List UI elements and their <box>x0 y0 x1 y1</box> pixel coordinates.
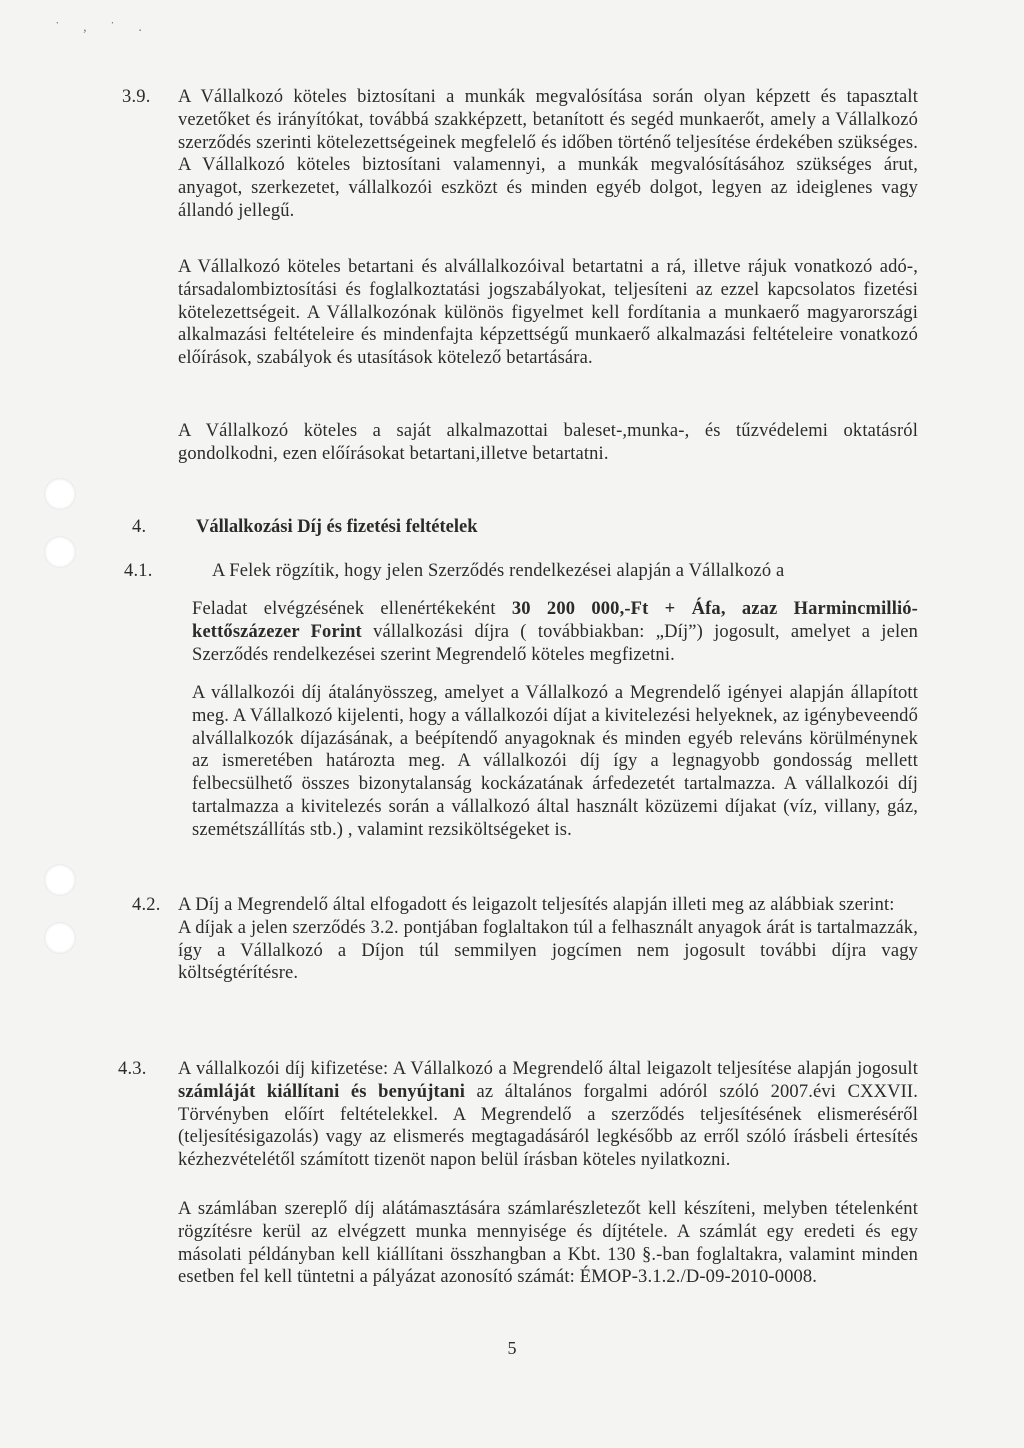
scan-specks: ˙ , ˙ . <box>55 20 152 35</box>
paragraph <box>178 1058 918 1172</box>
paragraph-text: A Felek rögzítik, hogy jelen Szerződés rendelkezései alapján a Vállalkozó a <box>212 561 785 581</box>
paragraph-text: A Vállalkozó köteles biztosítani a munkák megvalósítása során olyan képzett és tapasztalt vezetőket és irányítókat, továbbá szakképzett, betanított és segéd munkaerőt, amely a Vállalkozó szerződés szerinti kötelezettségeinek megfelelő és időben történő teljesítése érdekében szükséges. A Vállalkozó köteles biztosítani valamennyi, a munkák megvalósításához szükséges árut, anyagot, szerkezetet, vállalkozói eszközt és minden egyéb dolgot, legyen az ideiglenes vagy állandó jellegű. <box>178 87 918 221</box>
section-4-1-paragraph-1 <box>192 598 918 666</box>
section-4-1-line-1 <box>212 560 912 583</box>
section-3-9-paragraph-2 <box>178 256 918 370</box>
paragraph-text: az általános forgalmi adóról szóló 2007.évi CXXVII. Törvényben előírt feltételekkel. A Megrendelő a szerződés teljesítésének elismeréséről (teljesítésigazolás) vagy az elismerés megtagadásáról legkésőbb az erről szóló írásbeli értesítés kézhezvételétől számított tizenöt napon belül írásban köteles nyilatkozni. <box>178 1081 919 1171</box>
punch-hole <box>44 536 76 568</box>
section-number: 4.3. <box>118 1059 147 1079</box>
paragraph-text: A vállalkozói díj átalányösszeg, amelyet a Vállalkozó a Megrendelő igényei alapján állapított meg. A Vállalkozó kijelenti, hogy a vállalkozói díjat a kivitelezési helyeknek, az igénybeveendő alvállalkozók díjazásának, a beépítendő anyagoknak és minden egyéb releváns körülménynek az ismeretében határozta meg. A vállalkozói díj így a legnagyobb gondosság mellett felbecsülhető összes bizonytalanság kockázatának árfedezetét tartalmazza. A vállalkozói díj tartalmazza a kivitelezés során a vállalkozó által használt közüzemi díjakat (víz, villany, gáz, szemétszállítás stb.) , valamint rezsiköltségeket is. <box>192 683 918 840</box>
section-3-9-paragraph-1 <box>178 86 918 223</box>
section-number: 3.9. <box>122 87 151 107</box>
section-4-1-paragraph-2 <box>192 682 918 842</box>
punch-hole <box>44 922 76 954</box>
paragraph-text: vállalkozási díjra ( továbbiakban: „Díj”) jogosult, amelyet a jelen Szerződés rendelkezései szerint Megrendelő köteles megfizetni. <box>192 621 918 665</box>
page-number: 5 <box>507 1338 517 1358</box>
section-number: 4.2. <box>132 895 161 915</box>
section-heading: Vállalkozási Díj és fizetési feltételek <box>196 517 478 537</box>
section-number: 4. <box>132 517 147 537</box>
paragraph-text: Feladat elvégzésének ellenértékeként <box>192 599 512 619</box>
paragraph-text: A Vállalkozó köteles a saját alkalmazottai baleset-,munka-, és tűzvédelemi oktatásról gondolkodni, ezen előírásokat betartani,illetve betartatni. <box>178 421 918 464</box>
section-number: 4.1. <box>124 561 153 581</box>
punch-hole <box>44 864 76 896</box>
section-3-9-paragraph-3 <box>178 420 918 466</box>
punch-hole <box>44 478 76 510</box>
paragraph <box>192 598 918 666</box>
section-4-3-paragraph-1 <box>178 1058 918 1172</box>
paragraph-text: A vállalkozói díj kifizetése: A Vállalkozó a Megrendelő által leigazolt teljesítése alapján jogosult <box>178 1059 918 1079</box>
bold-phrase: számláját kiállítani és benyújtani <box>178 1081 465 1102</box>
fee-amount: 30 200 000,-Ft + Áfa, azaz Harmincmillió-kettőszázezer Forint <box>192 599 918 642</box>
paragraph-text: A számlában szereplő díj alátámasztására számlarészletezőt kell készíteni, melyben tételenként rögzítésre kerül az elvégzett munka mennyisége és díjtétele. A számlát egy eredeti és egy másolati példányban kell kiállítani összhangban a Kbt. 130 §.-ban foglaltakra, valamint minden esetben fel kell tüntetni a pályázat azonosító számát: ÉMOP-3.1.2./D-09-2010-0008. <box>178 1199 918 1288</box>
paragraph-text: A Vállalkozó köteles betartani és alvállalkozóival betartatni a rá, illetve rájuk vonatkozó adó-, társadalombiztosítási és foglalkoztatási jogszabályokat, teljesíteni az ezzel kapcsolatos fizetési kötelezettségeit. A Vállalkozónak különös figyelmet kell fordítania a munkaerő magyarországi alkalmazási feltételeire és mindenfajta képzettségű munkaerő alkalmazási feltételeire vonatkozó előírások, szabályok és utasítások kötelező betartására. <box>178 257 918 369</box>
paragraph-text: A Díj a Megrendelő által elfogadott és leigazolt teljesítés alapján illeti meg az alábbiak szerint: <box>178 895 895 915</box>
paragraph-text: A díjak a jelen szerződés 3.2. pontjában foglaltakon túl a felhasznált anyagok árát is tartalmazzák, így a Vállalkozó a Díjon túl semmilyen jogcímen nem jogosult további díjra vagy költségtérítésre. <box>178 917 918 984</box>
section-4-3-paragraph-2 <box>178 1198 918 1289</box>
section-4-2-paragraph <box>178 894 918 985</box>
